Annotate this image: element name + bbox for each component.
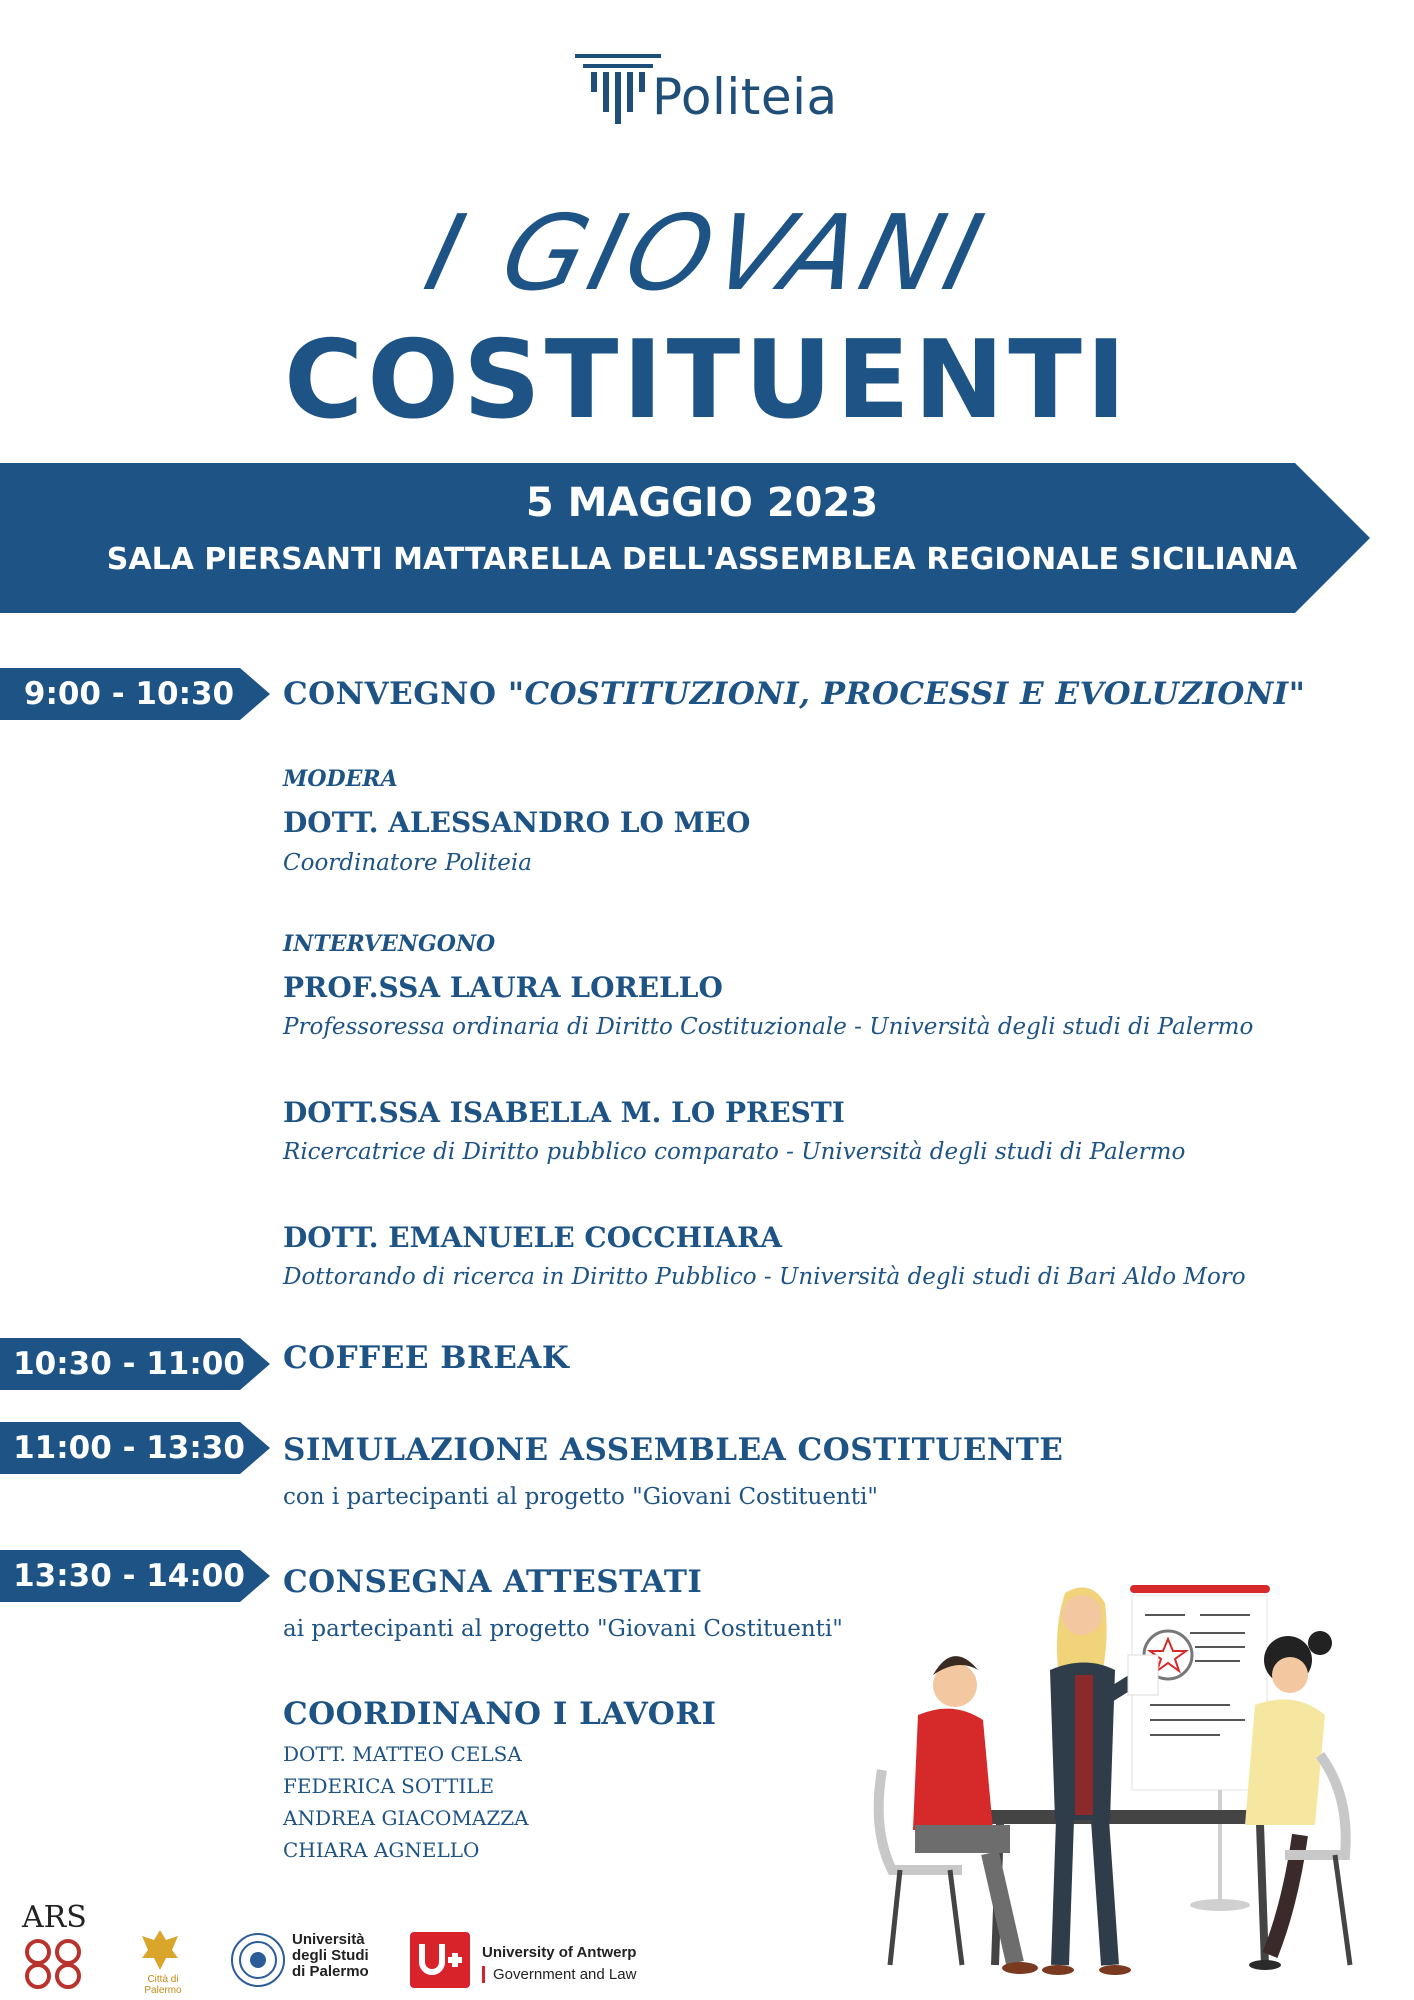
unipa-seal-icon [230,1932,286,1988]
unipa-name [292,1932,369,1980]
time-label: 10:30 - 11:00 [13,1346,245,1382]
moderator-name: DOTT. ALESSANDRO LO MEO [283,806,751,839]
coordinator-name: DOTT. MATTEO CELSA [283,1742,522,1766]
unipa-line: degli Studi [292,1947,369,1964]
title-line-2: COSTITUENTI [283,318,1131,443]
session-title: SIMULAZIONE ASSEMBLEA COSTITUENTE [283,1432,1064,1468]
speaker-name: PROF.SSA LAURA LORELLO [283,971,723,1004]
session-title [283,676,1305,712]
time-label: 13:30 - 14:00 [13,1558,245,1594]
coordinator-name: ANDREA GIACOMAZZA [283,1806,529,1830]
palermo-eagle-icon [140,1926,180,1972]
session-title: CONSEGNA ATTESTATI [283,1564,703,1600]
coordinator-name: CHIARA AGNELLO [283,1838,480,1862]
speaker-role: Ricercatrice di Diritto pubblico comparato - Università degli studi di Palermo [283,1139,1186,1165]
antwerp-name: University of Antwerp [482,1944,637,1961]
moderator-label: MODERA [283,766,398,792]
session-title: COFFEE BREAK [283,1340,570,1376]
city-label: Città di Palermo [144,1974,182,1996]
brand-name: Politeia [652,68,838,126]
speaker-name: DOTT.SSA ISABELLA M. LO PRESTI [283,1096,845,1129]
session-title-quote: "COSTITUZIONI, PROCESSI E EVOLUZIONI" [507,676,1306,712]
session-title-prefix: CONVEGNO [283,676,508,712]
speakers-label: INTERVENGONO [283,931,496,957]
event-date: 5 MAGGIO 2023 [525,480,879,526]
coordinator-name: FEDERICA SOTTILE [283,1774,495,1798]
coordinators-heading: COORDINANO I LAVORI [283,1696,717,1732]
antwerp-faculty: Government and Law [482,1966,636,1983]
session-subtitle: ai partecipanti al progetto "Giovani Costituenti" [283,1616,843,1642]
ars-logo-icon [22,1938,84,1990]
speaker-name: DOTT. EMANUELE COCCHIARA [283,1221,782,1254]
session-subtitle: con i partecipanti al progetto "Giovani Costituenti" [283,1484,878,1510]
ars-logo-text: ARS [22,1900,87,1935]
meeting-illustration-icon [870,1575,1380,2000]
title-line-1: I GIOVANI [414,192,1000,314]
speaker-role: Professoressa ordinaria di Diritto Costituzionale - Università degli studi di Palermo [283,1014,1254,1040]
antwerp-logo-icon [410,1932,470,1988]
moderator-role: Coordinatore Politeia [283,850,532,876]
speaker-role: Dottorando di ricerca in Diritto Pubblico - Università degli studi di Bari Aldo Moro [283,1264,1246,1290]
time-label: 11:00 - 13:30 [13,1430,245,1466]
event-venue: SALA PIERSANTI MATTARELLA DELL'ASSEMBLEA REGIONALE SICILIANA [106,542,1298,577]
unipa-line: Università [292,1931,365,1948]
time-label: 9:00 - 10:30 [23,676,235,712]
unipa-line: di Palermo [292,1963,369,1980]
